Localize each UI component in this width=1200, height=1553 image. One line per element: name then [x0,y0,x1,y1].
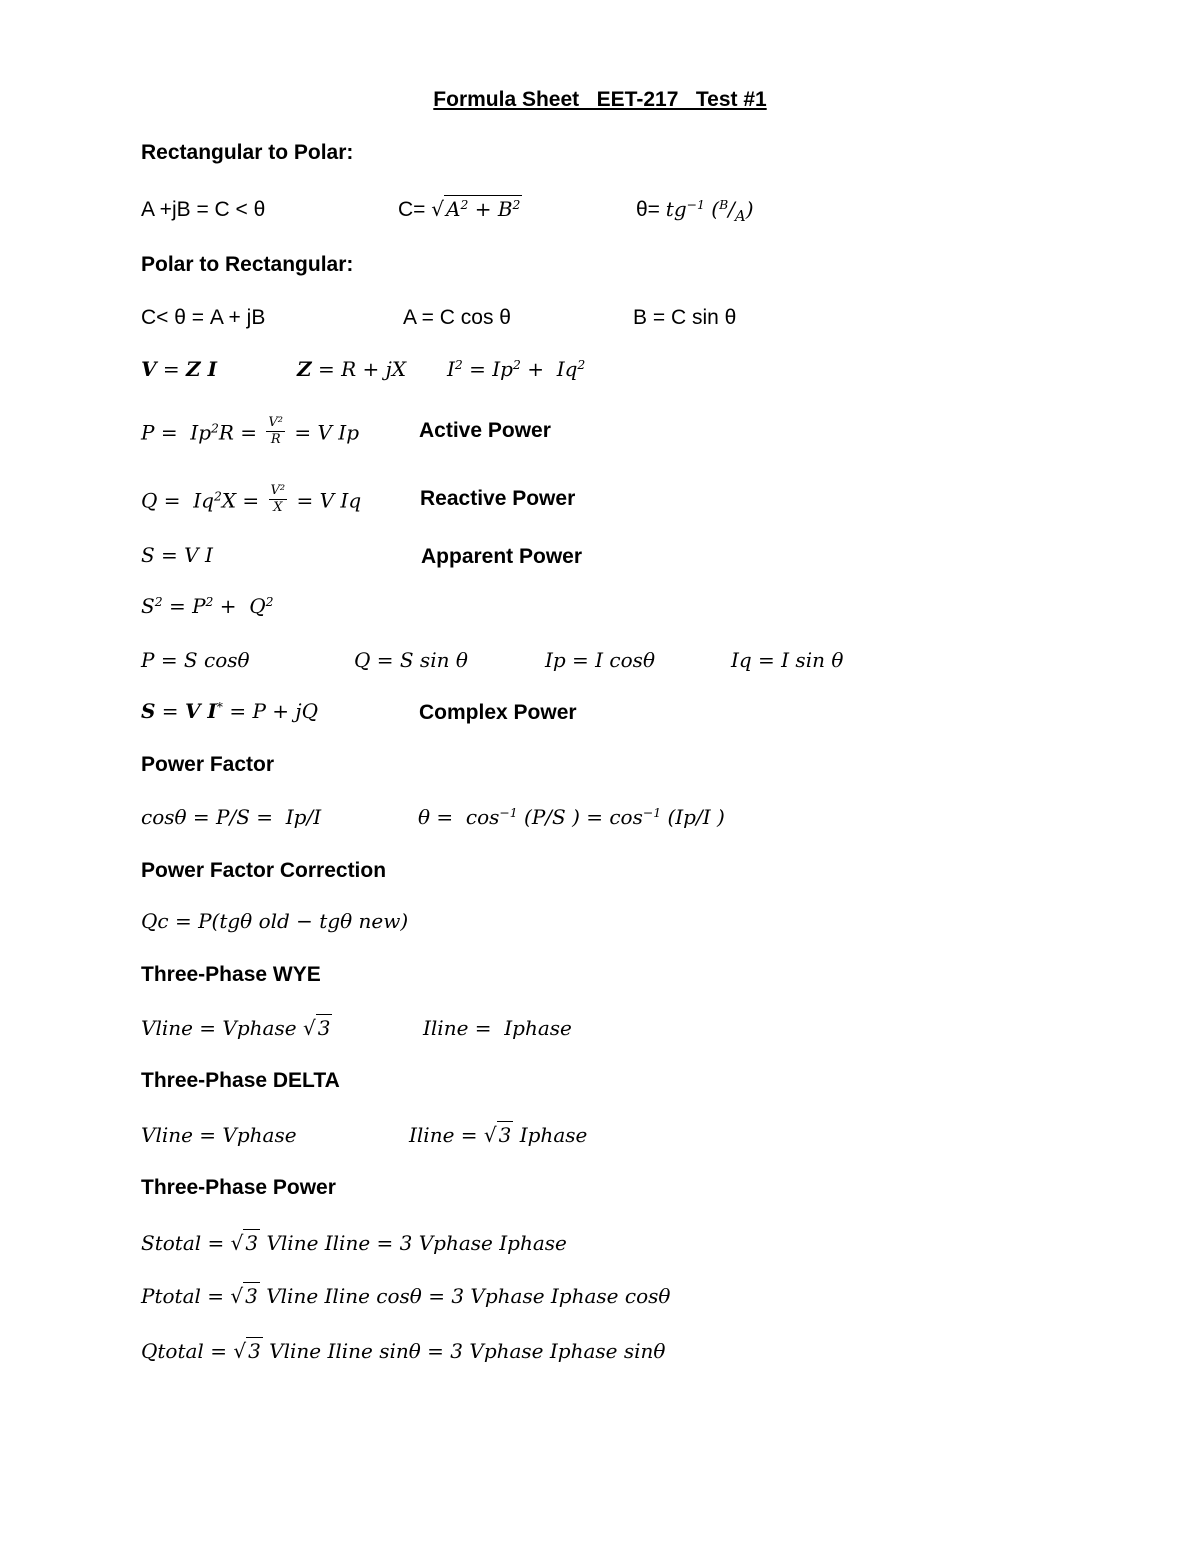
complex-power-equation: S = V I* = P + jQ [141,699,318,723]
ptotal-equation: Ptotal = √ 3 Vline Iline cosθ = 3 Vphase Iphase cosθ [141,1284,671,1308]
reactive-power-equation: $Q = Iq^2X$ = $\frac{\text{V²}}{X}$ = V Iq [141,483,362,516]
power-factor-equation: cosθ = P/S = Ip/I [141,805,322,829]
imag-part-equation: B = C sin θ [633,306,737,329]
heading-three-phase-power: Three-Phase Power [141,1176,336,1199]
page-title: Formula Sheet EET-217 Test #1 [433,88,767,111]
heading-power-factor: Power Factor [141,753,275,776]
heading-polar-to-rect: Polar to Rectangular: [141,253,354,276]
ip-equation: Ip = I cosθ [545,648,655,672]
real-part-equation: A = C cos θ [403,306,511,329]
stotal-equation: Stotal = √ 3 Vline Iline = 3 Vphase Iphase [141,1231,567,1255]
reactive-power-label: Reactive Power [420,487,576,510]
rect-form-equation: A +jB = C < θ [141,198,266,221]
pf-correction-equation: Qc = P(tgθ old − tgθ new) [141,909,409,933]
iq-equation: Iq = I sin θ [731,648,844,672]
magnitude-equation: C= √ $A^2 + B^2$ [398,197,521,221]
heading-pf-correction: Power Factor Correction [141,859,387,882]
wye-current-equation: Iline = Iphase [423,1016,572,1040]
current-components-equation: $I^2 = Ip^2 + Iq^2$ [447,357,586,381]
complex-power-label: Complex Power [419,701,577,724]
q-from-s-equation: Q = S sin θ [354,648,468,672]
active-power-label: Active Power [419,419,551,442]
impedance-equation: Z = R + jX [297,357,407,381]
power-triangle-equation: $S^2 = P^2 + Q^2$ [141,594,274,618]
p-from-s-equation: P = S cosθ [141,648,250,672]
delta-current-equation: Iline = √ 3 Iphase [409,1123,588,1147]
active-power-equation: $P = Ip^2R$ = $\frac{\text{V²}}{R}$ = V Ip [141,415,360,448]
ohms-law-equation: V = Z I [141,357,217,381]
apparent-power-equation: S = V I [141,543,213,567]
heading-rect-to-polar: Rectangular to Polar: [141,141,354,164]
heading-wye: Three-Phase WYE [141,963,321,986]
qtotal-equation: Qtotal = √ 3 Vline Iline sinθ = 3 Vphase Iphase sinθ [141,1339,666,1363]
apparent-power-label: Apparent Power [421,545,583,568]
power-factor-angle-equation: $\theta = \cos^{-1} (P/S$ ) = $\cos^{-1} (Ip/I$ ) [418,805,725,829]
wye-voltage-equation: Vline = Vphase √ 3 [141,1016,331,1040]
angle-equation: $\theta= tg^{-1}$ $(^B/_A)$ [636,197,754,225]
delta-voltage-equation: Vline = Vphase [141,1123,297,1147]
polar-form-equation: C< θ = A + jB [141,306,266,329]
heading-delta: Three-Phase DELTA [141,1069,340,1092]
